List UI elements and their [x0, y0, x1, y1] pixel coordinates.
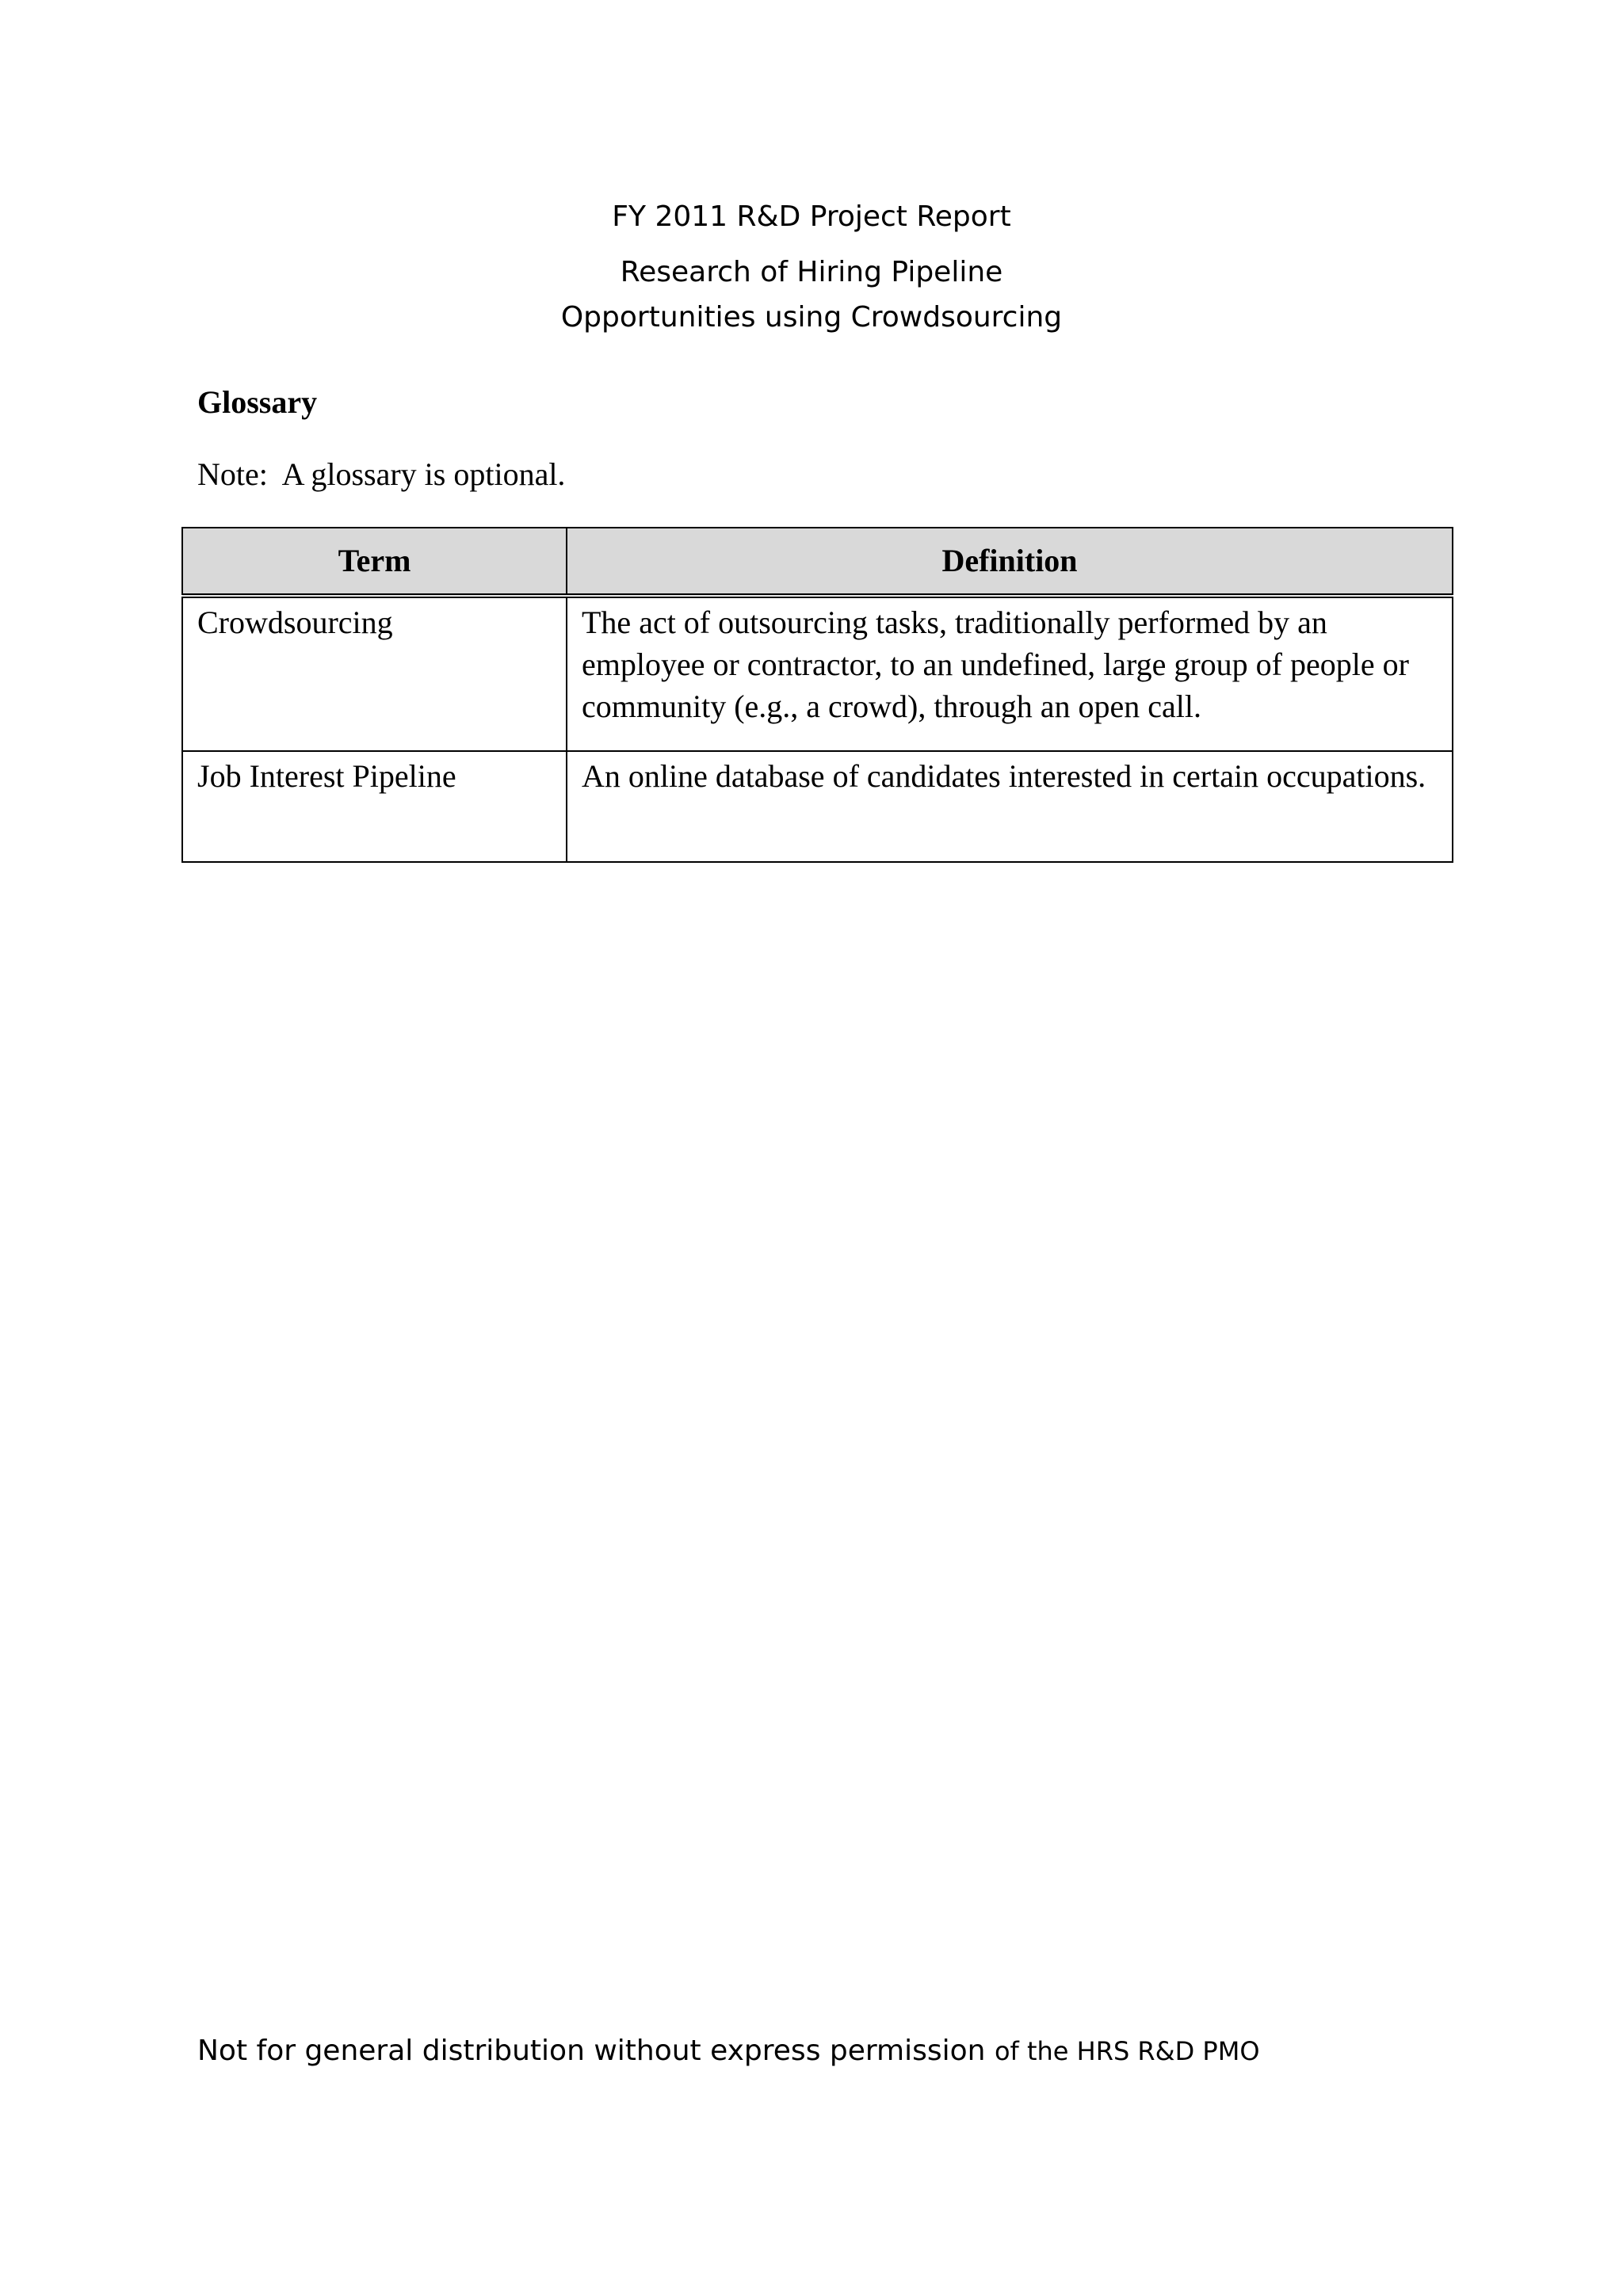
table-row [182, 751, 1453, 862]
table-row [182, 596, 1453, 751]
term-cell: Crowdsourcing [182, 596, 567, 751]
report-title: FY 2011 R&D Project Report [612, 200, 1011, 233]
distribution-notice [197, 2029, 1260, 2073]
table-header-row [182, 528, 1453, 596]
glossary-table [181, 527, 1453, 863]
glossary-note: Note: A glossary is optional. [197, 456, 566, 492]
definition-cell: The act of outsourcing tasks, traditionally performed by an employee or contractor, to an undefined, large group of people or community (e.g., a crowd), through an open call. [567, 596, 1453, 751]
term-cell: Job Interest Pipeline [182, 751, 567, 862]
column-header-definition: Definition [567, 528, 1453, 596]
distribution-notice-tail: of the HRS R&D PMO [994, 2036, 1260, 2066]
glossary-heading: Glossary [197, 384, 318, 420]
definition-cell: An online database of candidates interested in certain occupations. [567, 751, 1453, 862]
report-subtitle-line-2: Opportunities using Crowdsourcing [560, 301, 1063, 334]
report-subtitle-line-1: Research of Hiring Pipeline [620, 256, 1003, 288]
column-header-term: Term [182, 528, 567, 596]
distribution-notice-main: Not for general distribution without express permission [197, 2035, 995, 2067]
